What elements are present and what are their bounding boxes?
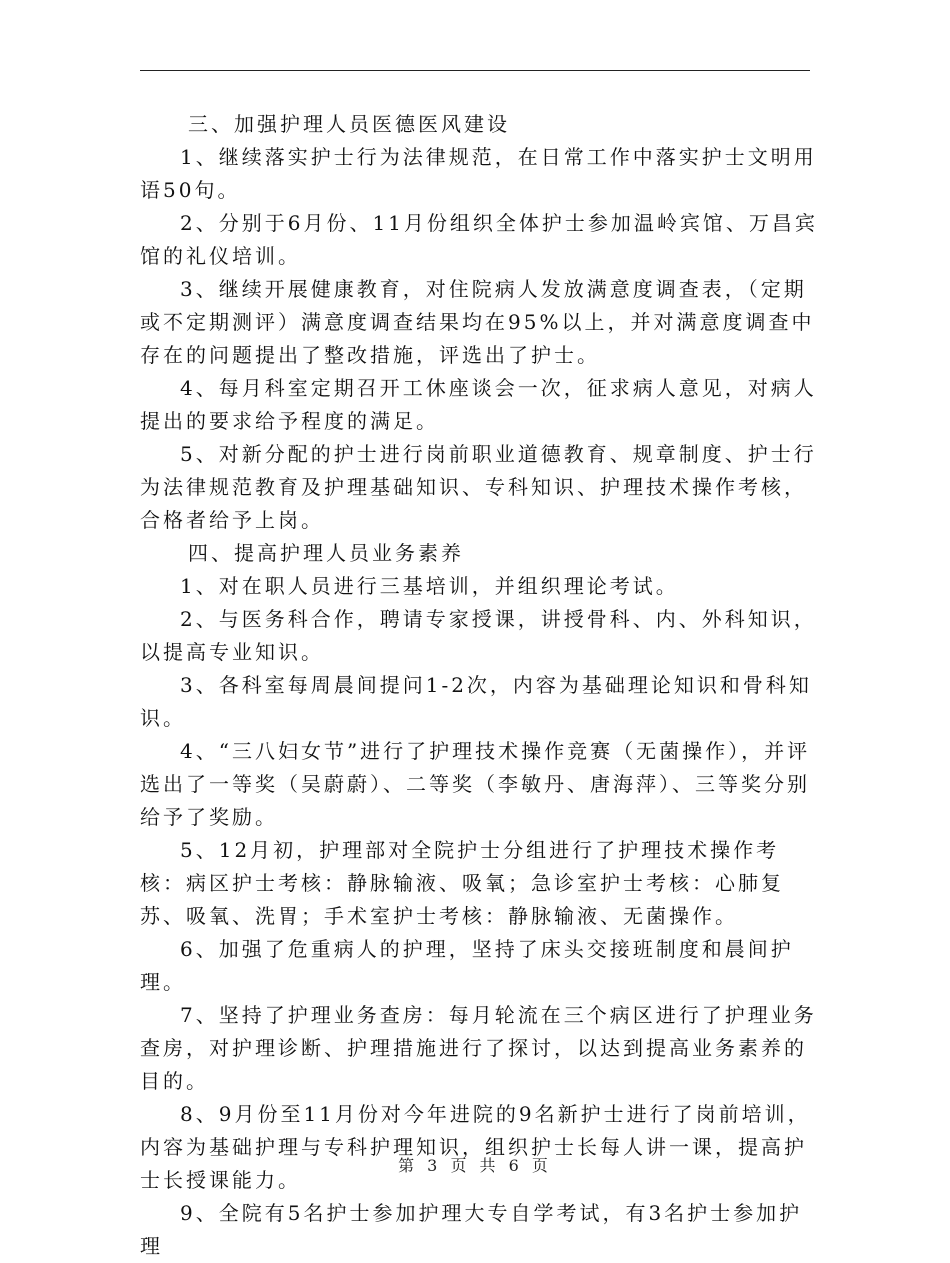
paragraph: 4、“三八妇女节”进行了护理技术操作竞赛（无菌操作），并评选出了一等奖（吴蔚蔚）、二等奖（李敏丹、唐海萍）、三等奖分别给予了奖励。 bbox=[140, 739, 811, 829]
paragraph: 7、坚持了护理业务查房：每月轮流在三个病区进行了护理业务查房，对护理诊断、护理措施进行了探讨，以达到提高业务素养的目的。 bbox=[140, 1003, 817, 1093]
paragraph: 1、继续落实护士行为法律规范，在日常工作中落实护士文明用语50句。 bbox=[140, 145, 817, 202]
paragraph: 3、各科室每周晨间提问1-2次，内容为基础理论知识和骨科知识。 bbox=[140, 673, 812, 730]
paragraph: 8、9月份至11月份对今年进院的9名新护士进行了岗前培训，内容为基础护理与专科护理知识，组织护士长每人讲一课，提高护士长授课能力。 bbox=[140, 1102, 811, 1192]
section-heading: 三、加强护理人员医德医风建设 bbox=[188, 112, 510, 136]
paragraph: 4、每月科室定期召开工休座谈会一次，征求病人意见，对病人提出的要求给予程度的满足。 bbox=[140, 376, 817, 433]
page-number-footer: 第 3 页 共 6 页 bbox=[398, 1156, 552, 1175]
paragraph: 2、与医务科合作，聘请专家授课，讲授骨科、内、外科知识，以提高专业知识。 bbox=[140, 607, 817, 664]
document-body bbox=[140, 108, 820, 1263]
paragraph: 6、加强了危重病人的护理，坚持了床头交接班制度和晨间护理。 bbox=[140, 937, 794, 994]
section-heading: 四、提高护理人员业务素养 bbox=[188, 541, 464, 565]
paragraph: 2、分别于6月份、11月份组织全体护士参加温岭宾馆、万昌宾馆的礼仪培训。 bbox=[140, 211, 818, 268]
header-rule bbox=[140, 70, 810, 71]
paragraph: 1、对在职人员进行三基培训，并组织理论考试。 bbox=[180, 574, 679, 598]
paragraph: 5、对新分配的护士进行岗前职业道德教育、规章制度、护士行为法律规范教育及护理基础知识、专科知识、护理技术操作考核，合格者给予上岗。 bbox=[140, 442, 817, 532]
paragraph: 3、继续开展健康教育，对住院病人发放满意度调查表，（定期或不定期测评）满意度调查结果均在95%以上，并对满意度调查中存在的问题提出了整改措施，评选出了护士。 bbox=[140, 277, 815, 367]
paragraph: 9、全院有5名护士参加护理大专自学考试，有3名护士参加护理 bbox=[140, 1201, 803, 1258]
paragraph: 5、12月初，护理部对全院护士分组进行了护理技术操作考核：病区护士考核：静脉输液、吸氧；急诊室护士考核：心肺复苏、吸氧、洗胃；手术室护士考核：静脉输液、无菌操作。 bbox=[140, 838, 784, 928]
